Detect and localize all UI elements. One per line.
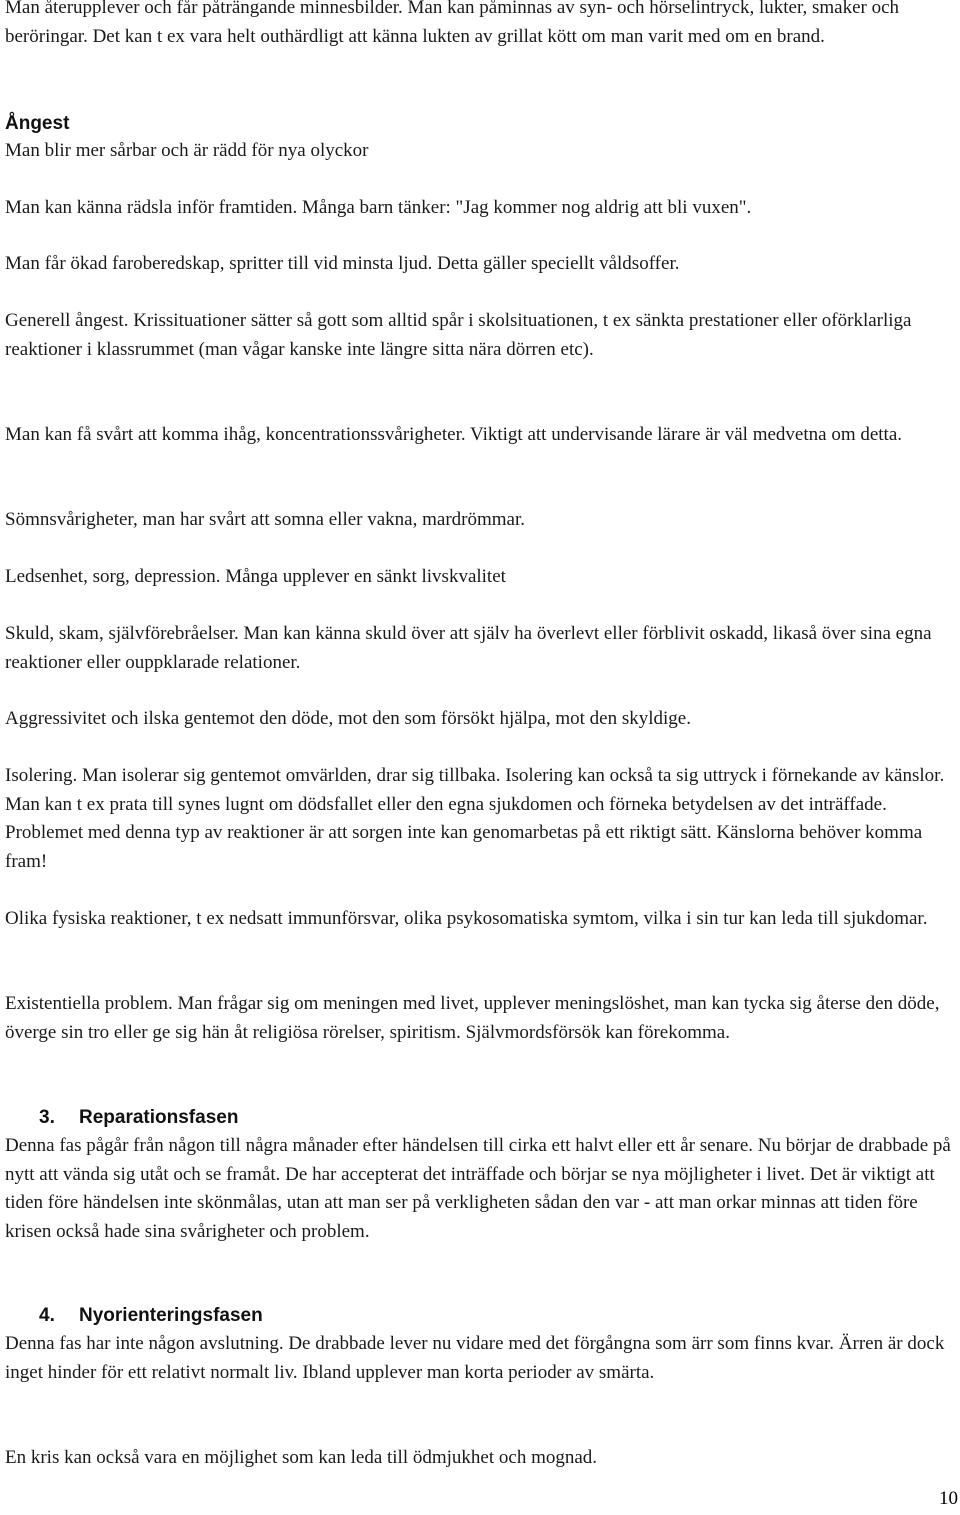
paragraph-reorientation: Denna fas har inte någon avslutning. De drabbade lever nu vidare med det förgångna som ärr som finns kvar. Ärren är dock inget hinder för ett relativt normalt liv. Ibland upplever man korta perioder av smärta. bbox=[5, 1333, 945, 1383]
paragraph-opportunity: En kris kan också vara en möjlighet som kan leda till ödmjukhet och mognad. bbox=[5, 1447, 598, 1468]
paragraph-physical: Olika fysiska reaktioner, t ex nedsatt immunförsvar, olika psykosomatiska symtom, vilka i sin tur kan leda till sjukdomar. bbox=[5, 908, 928, 929]
paragraph-intrusive-memories: Man återupplever och får påträngande minnesbilder. Man kan påminnas av syn- och hörselintryck, lukter, smaker och beröringar. Det kan t ex vara helt outhärdligt att känna lukten av grillat kött om man varit med om en brand. bbox=[5, 0, 900, 47]
section-heading-nyorienteringsfasen bbox=[5, 1302, 955, 1330]
paragraph-sleep: Sömnsvårigheter, man har svårt att somna eller vakna, mardrömmar. bbox=[5, 509, 525, 530]
section-number: 3. bbox=[39, 1107, 55, 1128]
paragraph-alertness: Man får ökad faroberedskap, spritter till vid minsta ljud. Detta gäller speciellt våldsoffer. bbox=[5, 253, 680, 274]
page-number: 10 bbox=[939, 1488, 958, 1509]
paragraph-vulnerable: Man blir mer sårbar och är rädd för nya olyckor bbox=[5, 140, 369, 161]
paragraph-aggression: Aggressivitet och ilska gentemot den döde, mot den som försökt hjälpa, mot den skyldige. bbox=[5, 708, 691, 729]
paragraph-general-anxiety: Generell ångest. Krissituationer sätter så gott som alltid spår i skolsituationen, t ex sänkta prestationer eller oförklarliga reaktioner i klassrummet (man vågar kanske inte längre sitta nära dörren etc). bbox=[5, 310, 912, 360]
paragraph-fear-future: Man kan känna rädsla inför framtiden. Många barn tänker: "Jag kommer nog aldrig att bli vuxen". bbox=[5, 197, 752, 218]
paragraph-isolation: Isolering. Man isolerar sig gentemot omvärlden, drar sig tillbaka. Isolering kan också ta sig uttryck i förnekande av känslor. Man kan t ex prata till synes lugnt om dödsfallet eller den egna sjukdomen och förneka betydelsen av det inträffade. Problemet med denna typ av reaktioner är att sorgen inte kan genomarbetas på ett riktigt sätt. Känslorna behöver komma fram! bbox=[5, 765, 945, 872]
paragraph-existential: Existentiella problem. Man frågar sig om meningen med livet, upplever meningslöshet, man kan tycka sig återse den döde, överge sin tro eller ge sig hän åt religiösa rörelser, spiritism. Självmordsförsök kan förekomma. bbox=[5, 993, 940, 1043]
paragraph-reparation: Denna fas pågår från någon till några månader efter händelsen till cirka ett halvt eller ett år senare. Nu börjar de drabbade på nytt att vända sig utåt och se framåt. De har accepterat det inträffade och börjar se nya möjligheter i livet. Det är viktigt att tiden före händelsen inte skönmålas, utan att man ser på verkligheten sådan den var - att man orkar minnas att tiden före krisen också hade sina svårigheter och problem. bbox=[5, 1135, 951, 1242]
section-title: Nyorienteringsfasen bbox=[79, 1305, 263, 1326]
section-title: Reparationsfasen bbox=[79, 1107, 239, 1128]
paragraph-memory: Man kan få svårt att komma ihåg, koncentrationssvårigheter. Viktigt att undervisande lärare är väl medvetna om detta. bbox=[5, 424, 903, 445]
section-number: 4. bbox=[39, 1305, 55, 1326]
section-heading-reparationsfasen bbox=[5, 1104, 955, 1132]
paragraph-sadness: Ledsenhet, sorg, depression. Många upplever en sänkt livskvalitet bbox=[5, 566, 506, 587]
heading-angest: Ångest bbox=[5, 113, 70, 134]
paragraph-guilt: Skuld, skam, självförebråelser. Man kan känna skuld över att själv ha överlevt eller förblivit oskadd, likaså över sina egna reaktioner eller ouppklarade relationer. bbox=[5, 623, 932, 673]
